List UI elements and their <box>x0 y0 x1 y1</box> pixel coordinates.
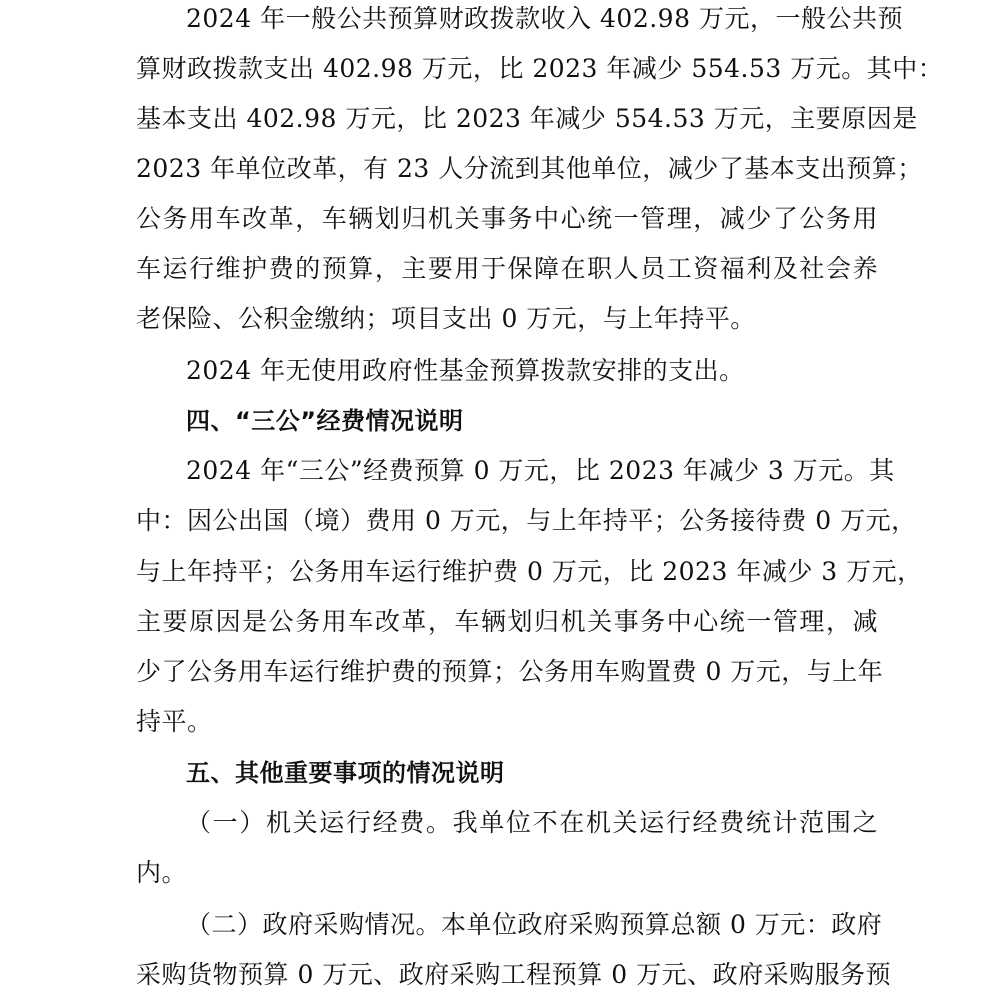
section-heading-five: 五、其他重要事项的情况说明 <box>186 759 505 787</box>
section-heading-four: 四、“三公”经费情况说明 <box>186 407 464 435</box>
paragraph-line: 持平。 <box>136 707 213 736</box>
paragraph-line: 内。 <box>136 858 188 887</box>
paragraph-line: 2024 年“三公”经费预算 0 万元，比 2023 年减少 3 万元。其 <box>186 456 895 485</box>
paragraph-line: 算财政拨款支出 402.98 万元，比 2023 年减少 554.53 万元。其中： <box>136 54 944 83</box>
paragraph-line: 少了公务用车运行维护费的预算；公务用车购置费 0 万元，与上年 <box>136 657 884 686</box>
paragraph-line: 2024 年一般公共预算财政拨款收入 402.98 万元，一般公共预 <box>186 4 903 33</box>
paragraph-line: （一）机关运行经费。我单位不在机关运行经费统计范围之 <box>186 808 878 837</box>
paragraph-line: 中：因公出国（境）费用 0 万元，与上年持平；公务接待费 0 万元， <box>136 506 917 535</box>
paragraph-line: 车运行维护费的预算，主要用于保障在职人员工资福利及社会养 <box>136 254 878 283</box>
paragraph-line: 2023 年单位改革，有 23 人分流到其他单位，减少了基本支出预算； <box>136 154 923 183</box>
paragraph-line: 采购货物预算 0 万元、政府采购工程预算 0 万元、政府采购服务预 <box>136 960 892 989</box>
paragraph-line: 公务用车改革，车辆划归机关事务中心统一管理，减少了公务用 <box>136 204 878 233</box>
paragraph-line: 2024 年无使用政府性基金预算拨款安排的支出。 <box>186 356 745 385</box>
paragraph-line: （二）政府采购情况。本单位政府采购预算总额 0 万元：政府 <box>186 910 883 939</box>
paragraph-line: 老保险、公积金缴纳；项目支出 0 万元，与上年持平。 <box>136 304 756 333</box>
paragraph-line: 基本支出 402.98 万元，比 2023 年减少 554.53 万元，主要原因是 <box>136 104 918 133</box>
paragraph-line: 与上年持平；公务用车运行维护费 0 万元，比 2023 年减少 3 万元， <box>136 557 923 586</box>
paragraph-line: 主要原因是公务用车改革，车辆划归机关事务中心统一管理，减 <box>136 607 878 636</box>
